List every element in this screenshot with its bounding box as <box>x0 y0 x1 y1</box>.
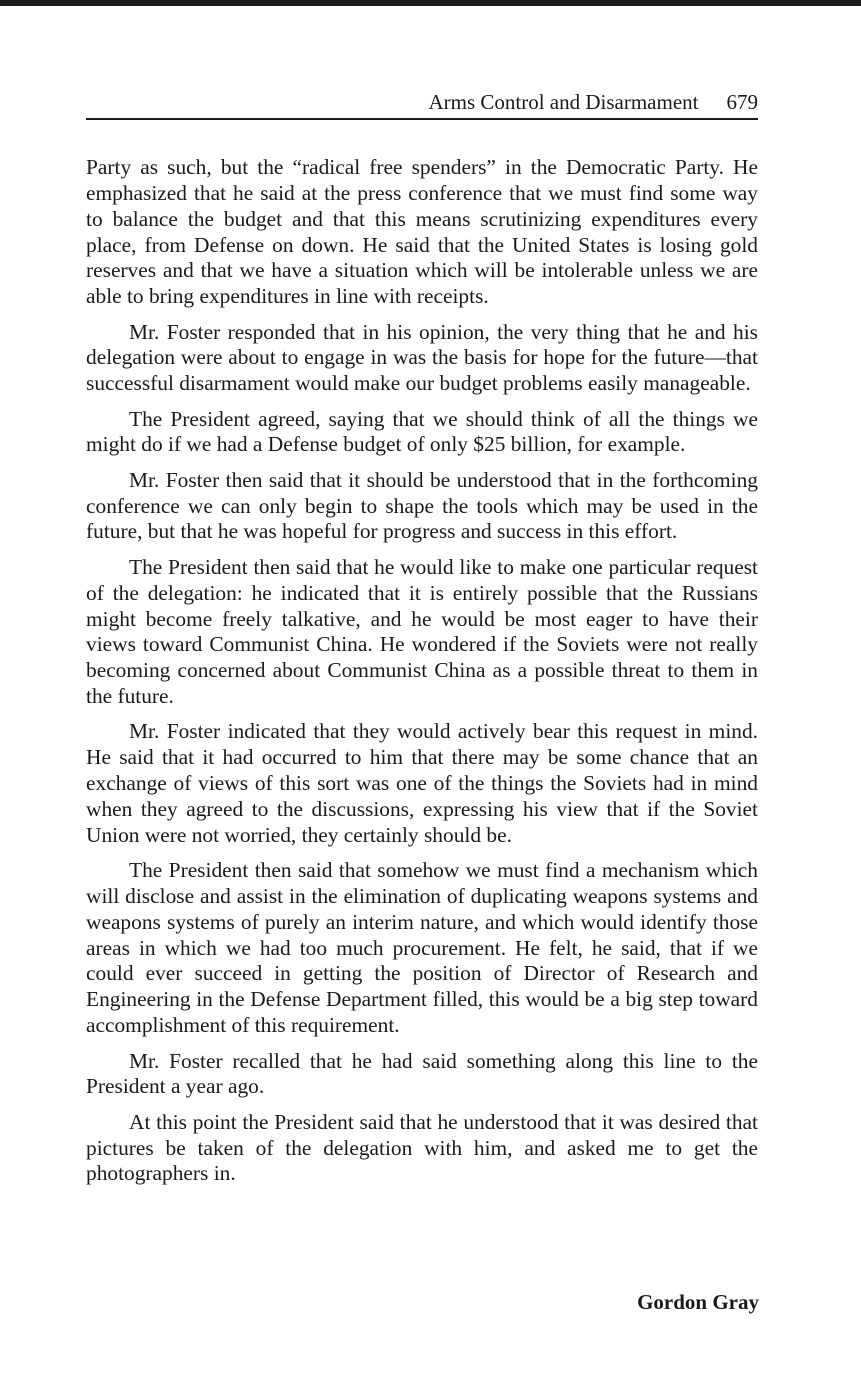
paragraph: The President agreed, saying that we should think of all the things we might do if we had a Defense budget of only $25 billion, for example. <box>86 406 758 457</box>
paragraph: Mr. Foster recalled that he had said something along this line to the President a year ago. <box>86 1048 758 1099</box>
paragraph: The President then said that somehow we must find a mechanism which will disclose and assist in the elimination of duplicating weapons systems and weapons systems of purely an interim nature, and which would identify those areas in which we had too much procurement. He felt, he said, that if we could ever succeed in getting the position of Director of Research and Engineering in the Defense Department filled, this would be a big step toward accomplishment of this requirement. <box>86 858 758 1038</box>
paragraph-continued: Party as such, but the “radical free spenders” in the Democratic Party. He emphasized that he said at the press conference that we must find some way to balance the budget and that this means scrutinizing expenditures every place, from Defense on down. He said that the United States is losing gold reserves and that we have a situation which will be intolerable unless we are able to bring expenditures in line with receipts. <box>86 155 758 309</box>
signature: Gordon Gray <box>637 1290 759 1314</box>
paragraph: Mr. Foster indicated that they would actively bear this request in mind. He said that it had occurred to him that there may be some chance that an exchange of views of this sort was one of the things the Soviets had in mind when they agreed to the discussions, expressing his view that if the Soviet Union were not worried, they certainly should be. <box>86 719 758 847</box>
paragraph: At this point the President said that he understood that it was desired that pictures be taken of the delegation with him, and asked me to get the photographers in. <box>86 1109 758 1186</box>
running-header-title: Arms Control and Disarmament <box>428 90 699 114</box>
page-number: 679 <box>726 90 758 114</box>
page-top-edge <box>0 0 861 6</box>
paragraph: Mr. Foster then said that it should be understood that in the forthcoming conference we can only begin to shape the tools which may be used in the future, but that he was hopeful for progress and success in this effort. <box>86 467 758 544</box>
paragraph: Mr. Foster responded that in his opinion, the very thing that he and his delegation were about to engage in was the basis for hope for the future—that successful disarmament would make our budget problems easily manageable. <box>86 319 758 396</box>
running-header <box>86 88 758 120</box>
paragraph: The President then said that he would like to make one particular request of the delegation: he indicated that it is entirely possible that the Russians might become freely talkative, and he would be most eager to have their views toward Communist China. He wondered if the Soviets were not really becoming concerned about Communist China as a possible threat to them in the future. <box>86 554 758 709</box>
body-text <box>86 155 758 1197</box>
